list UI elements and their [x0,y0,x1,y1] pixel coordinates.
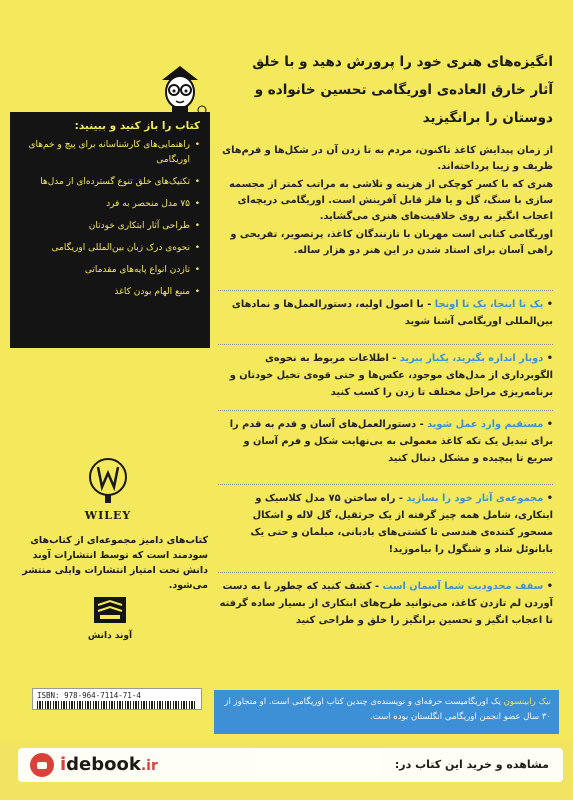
series-note: کتاب‌های دامیز مجموعه‌ای از کتاب‌های سودمند است که توسط انتشارات آوند دانش تحت امتیاز انتشارات وایلی منتشر می‌شود. [22,535,208,591]
feature-text: - راه ساختن ۷۵ مدل کلاسیک و ابتکاری، شامل همه چیز گرفته از یک جرثقیل، گل لاله و اشکال مسحور کننده‌ی هندسی تا کشتی‌های بادبانی، مبلمان و حتی یک بابانوئل شاد و شنگول را بیاموزید! [250,493,553,555]
feature-item: • مجموعه‌ی آثار خود را بسازید - راه ساختن ۷۵ مدل کلاسیک و ابتکاری، شامل همه چیز گرفته از یک جرثقیل، گل لاله و اشکال مسحور کننده‌ی هندسی تا کشتی‌های بادبانی، مبلمان و حتی یک بابانوئل شاد و شنگول را بیاموزید! [250,493,553,555]
divider [218,572,553,573]
intro-paragraph: اوریگامی کتابی است مهربان با تازنندگان کاغذ، پرتصویر، تفریحی و راهی آسان برای استاد شدن در این هنر دو هزار ساله. [230,229,553,256]
sidebar-item: • تازدن انواع پایه‌های مقدماتی [18,263,200,278]
feature-item: • سقف محدودیت شما آسمان است - کشف کنید که چطور با به دست آوردن لم تازدن کاغذ، می‌توانید طرح‌های ابتکاری از بسیار ساده گرفته تا اعجاب انگیز و تحسین برانگیز را خلق و طراحی کنید [219,581,553,626]
sidebar-item: • تکنیک‌های خلق تنوع گسترده‌ای از مدل‌ها [18,175,200,190]
headline: انگیزه‌های هنری خود را پرورش دهید و با خلق آثار خارق العاده‌ی اوریگامی تحسین خانواده و دوستان را برانگیزید [252,54,553,126]
watermark-site-main: debook [66,754,141,775]
divider [218,410,553,411]
feature-highlight: مستقیم وارد عمل شوید [427,419,544,430]
feature-item: • دوبار اندازه بگیرید، یکبار ببرید - اطلاعات مربوط به نحوه‌ی الگوبرداری از مدل‌های موجود، عکس‌ها و حتی قوه‌ی تخیل خودتان و برنامه‌ریزی مراحل مختلف تا زدن را کسب کنید [229,353,553,398]
watermark-site-tld: .ir [140,758,158,774]
feature-highlight: دوبار اندازه بگیرید، یکبار ببرید [399,353,544,364]
author-bio [222,695,551,725]
divider [218,344,553,345]
feature-text: - اطلاعات مربوط به نحوه‌ی الگوبرداری از مدل‌های موجود، عکس‌ها و حتی قوه‌ی تخیل خودتان و برنامه‌ریزی مراحل مختلف تا زدن را کسب کنید [229,353,553,398]
feature-text: - کشف کنید که چطور با به دست آوردن لم تازدن کاغذ، می‌توانید طرح‌های ابتکاری از بسیار ساده گرفته تا اعجاب انگیز و تحسین برانگیز را خلق و طراحی کنید [219,581,553,626]
sidebar-item: • راهنمایی‌های کارشناسانه برای پیچ و خم‌های اوریگامی [18,138,200,168]
feature-item: • مستقیم وارد عمل شوید - دستورالعمل‌های آسان و قدم به قدم را برای تبدیل یک تکه کاغذ معمولی به بی‌نهایت شکل و فرم آسان و سریع تا پیچیده و مشکل دنبال کنید [229,419,553,464]
divider [218,484,553,485]
feature-highlight: یک تا اینجا، یک تا اونجا [434,299,544,310]
barcode-icon [37,701,197,709]
watermark-caption: مشاهده و خرید این کتاب در: [394,758,549,771]
author-name: نیک رابینسون [503,697,551,707]
feature-item: • یک تا اینجا، یک تا اونجا - با اصول اولیه، دستورالعمل‌ها و نمادهای بین‌المللی اوریگامی آشنا شوید [231,299,553,327]
wiley-logo [78,455,138,527]
wiley-wordmark: WILEY [84,509,132,522]
author-bio-text: یک اوریگامیست حرفه‌ای و نویسنده‌ی چندین کتاب اوریگامی است. او متجاوز از ۳۰ سال عضو انجمن اوریگامی انگلستان بوده است. [224,697,551,722]
book-icon [92,595,128,625]
sidebar-item: • ۷۵ مدل منحصر به فرد [18,197,200,212]
sidebar-item: • طراحی آثار ابتکاری خودتان [18,219,200,234]
publisher-logo [85,595,135,641]
divider [218,290,553,291]
feature-highlight: مجموعه‌ی آثار خود را بسازید [406,493,544,504]
watermark-site[interactable] [60,754,158,775]
feature-text: - دستورالعمل‌های آسان و قدم به قدم را برای تبدیل یک تکه کاغذ معمولی به بی‌نهایت شکل و فرم آسان و سریع تا پیچیده و مشکل دنبال کنید [229,419,553,464]
shopping-bag-icon [30,753,54,777]
sidebar-box [10,112,210,348]
publisher-name: آوند دانش [87,631,133,641]
sidebar-item: • نحوه‌ی درک زبان بین‌المللی اوریگامی [18,241,200,256]
watermark-site-prefix: i [60,754,67,775]
isbn-text: ISBN: 978-964-7114-71-4 [37,691,141,700]
wiley-emblem-icon [88,455,128,505]
isbn-barcode [32,688,202,710]
sidebar-title: کتاب را باز کنید و ببینید: [74,120,200,132]
feature-highlight: سقف محدودیت شما آسمان است [382,581,544,592]
feature-text: - با اصول اولیه، دستورالعمل‌ها و نمادهای بین‌المللی اوریگامی آشنا شوید [231,299,553,327]
intro-text [218,143,553,261]
dummies-mascot-icon [150,60,210,120]
author-bio-bar [214,690,559,734]
sidebar-list [10,136,210,300]
watermark-banner[interactable] [18,748,563,782]
intro-paragraph: از زمان پیدایش کاغذ تاکنون، مردم به تا زدن آن در شکل‌ها و فرم‌های ظریف و زیبا پرداخته‌اند. [222,145,553,172]
sidebar-item: • منبع الهام بودن کاغذ [18,285,200,300]
intro-paragraph: هنری که با کسر کوچکی از هزینه و تلاشی به مراتب کمتر از مجسمه سازی با سنگ، گل و یا فلز قابل آفرینش است. اوریگامی دریچه‌ای اعجاب انگیز به روی خلاقیت‌های هنری می‌گشاید. [229,179,553,222]
